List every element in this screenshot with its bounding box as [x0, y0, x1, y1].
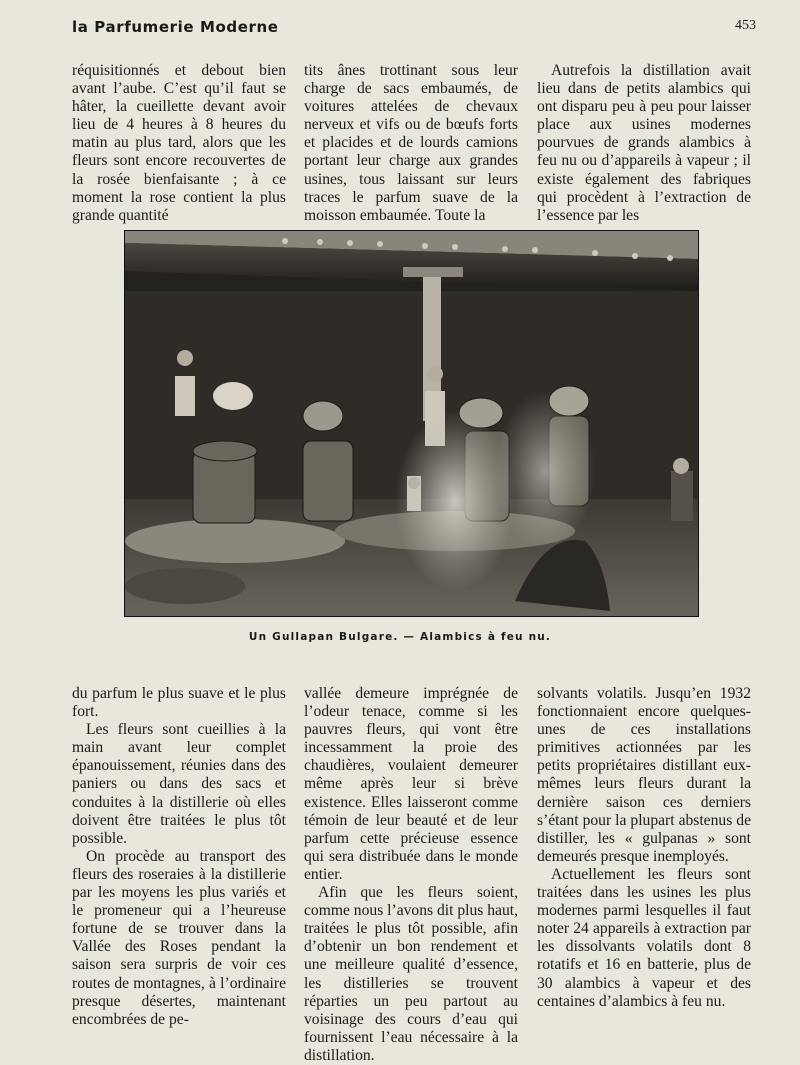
photo-illustration [125, 231, 699, 617]
paragraph: réquisitionnés et debout bien avant l’aube. C’est qu’il faut se hâter, la cueillette devant avoir lieu de 4 heures à 8 heures du matin au plus tard, alors que les fleurs sont encore recouvertes de la rosée bienfaisante ; à ce moment la rose contient la plus grande quantité [72, 62, 286, 224]
journal-title: la Parfumerie Moderne [72, 18, 279, 36]
paragraph: Autrefois la distillation avait lieu dans de petits alambics qui ont disparu peu à peu pour laisser place aux usines modernes pourvues de grands alambics à feu nu ou d’appareils à vapeur ; il existe également des fabriques qui procèdent à l’extraction de l’essence par les [537, 62, 751, 224]
paragraph: solvants volatils. Jusqu’en 1932 fonctionnaient encore quelques-unes de ces installations primitives actionnées par les petits propriétaires distillant eux-mêmes leurs fleurs durant la dernière saison ces derniers s’étant pour la plupart abstenus de distiller, les « gulpanas » sont demeurés presque inemployés. [537, 685, 751, 865]
paragraph: tits ânes trottinant sous leur charge de sacs embaumés, de voitures attelées de chevaux nerveux et vifs ou de bœufs forts et placides et de lourds camions portant leur charge aux grandes usines, tous laissant sur leurs traces le parfum suave de la moisson embaumée. Toute la [304, 62, 518, 224]
distillery-photo [124, 230, 699, 617]
paragraph: Afin que les fleurs soient, comme nous l’avons dit plus haut, traitées le plus tôt possible, afin d’obtenir un bon rendement et une meilleure qualité d’essence, les distilleries se trouvent réparties un peu partout au voisinage des cours d’eau qui fournissent l’eau nécessaire à la distillation. [304, 884, 518, 1064]
text-column-top-1 [72, 62, 286, 225]
text-column-top-3 [537, 62, 751, 225]
paragraph: du parfum le plus suave et le plus fort. [72, 685, 286, 721]
paragraph: On procède au transport des fleurs des roseraies à la distillerie par les moyens les plus variés et le promeneur qui a l’heureuse fortune de se trouver dans la Vallée des Roses pendant la saison sera surpris de voir ces routes de montagnes, à l’ordinaire presque désertes, maintenant encombrées de pe- [72, 847, 286, 1028]
text-column-top-2 [304, 62, 518, 225]
paragraph: vallée demeure imprégnée de l’odeur tenace, comme si les pauvres fleurs, qui vont être incessamment la proie des chaudières, voulaient demeurer même après leur si brève existence. Elles laisseront comme témoin de leur beauté et de leur parfum cette précieuse essence qui sera distribuée dans le monde entier. [304, 685, 518, 883]
figure-caption: Un Gullapan Bulgare. — Alambics à feu nu. [248, 631, 552, 643]
text-column-bottom-1 [72, 685, 286, 1029]
page-number: 453 [735, 18, 756, 33]
text-column-bottom-3 [537, 685, 751, 1011]
paragraph: Les fleurs sont cueillies à la main avant leur complet épanouissement, réunies dans des paniers ou dans des sacs et conduites à la distillerie où elles doivent être traitées le plus tôt possible. [72, 721, 286, 847]
paragraph: Actuellement les fleurs sont traitées dans les usines les plus modernes parmi lesquelles il faut noter 24 appareils à extraction par les dissolvants volatils dont 8 rotatifs et 16 en batterie, plus de 30 alambics à vapeur et des centaines d’alambics à feu nu. [537, 865, 751, 1010]
text-column-bottom-2 [304, 685, 518, 1065]
